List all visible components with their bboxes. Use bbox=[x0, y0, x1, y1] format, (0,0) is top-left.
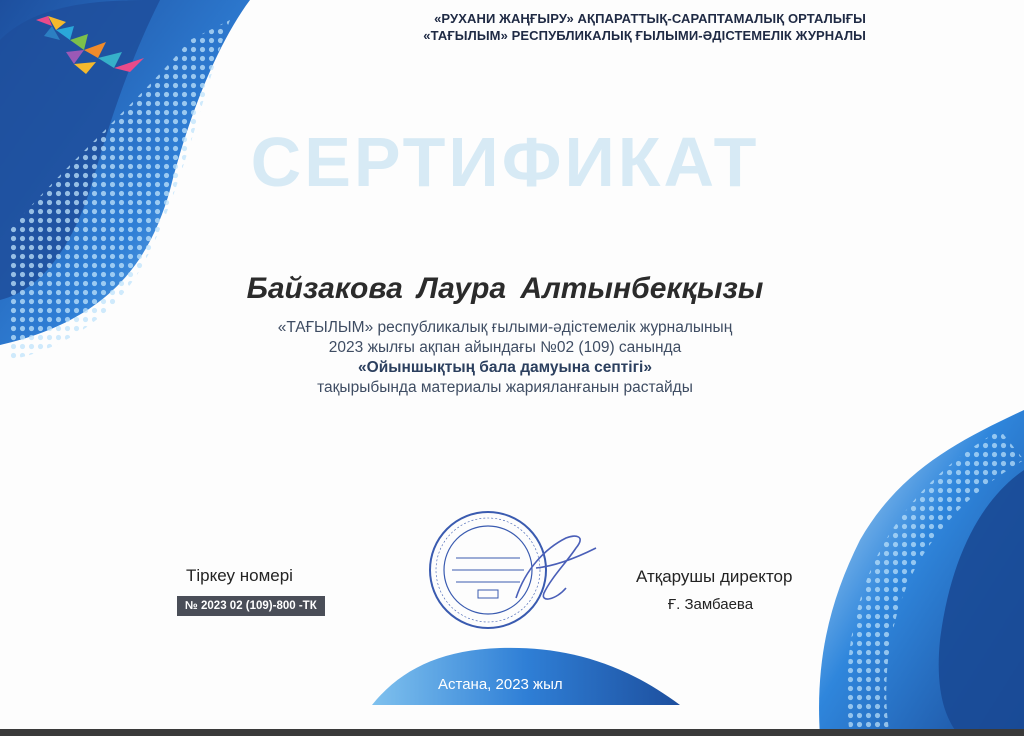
registration-number: № 2023 02 (109)-800 -ТК bbox=[177, 596, 325, 616]
issuer-line-2: «ТАҒЫЛЫМ» РЕСПУБЛИКАЛЫҚ ҒЫЛЫМИ-ӘДІСТЕМЕЛІК ЖУРНАЛЫ bbox=[423, 28, 866, 43]
bird-logo-icon bbox=[26, 12, 156, 78]
recipient-name: Байзакова Лаура Алтынбекқызы bbox=[246, 272, 764, 305]
director-name: Ғ. Замбаева bbox=[668, 596, 754, 613]
certificate-title: СЕРТИФИКАТ bbox=[250, 123, 760, 201]
place-and-date: Астана, 2023 жыл bbox=[438, 676, 563, 693]
registration-label: Тіркеу номері bbox=[186, 566, 293, 585]
official-seal-icon bbox=[426, 508, 606, 638]
publication-topic: «Ойыншықтың бала дамуына септігі» bbox=[358, 359, 652, 376]
body-line-4: тақырыбында материалы жарияланғанын растайды bbox=[317, 379, 693, 396]
certificate-body bbox=[0, 318, 1010, 398]
bottom-border bbox=[0, 729, 1024, 736]
director-label: Атқарушы директор bbox=[636, 567, 793, 586]
body-line-1: «ТАҒЫЛЫМ» республикалық ғылыми-әдістемелік журналының bbox=[277, 319, 733, 336]
body-line-2: 2023 жылғы ақпан айындағы №02 (109) санында bbox=[328, 339, 682, 356]
issuer-header bbox=[423, 10, 866, 44]
issuer-line-1: «РУХАНИ ЖАҢҒЫРУ» АҚПАРАТТЫҚ-САРАПТАМАЛЫҚ ОРТАЛЫҒЫ bbox=[434, 11, 866, 26]
